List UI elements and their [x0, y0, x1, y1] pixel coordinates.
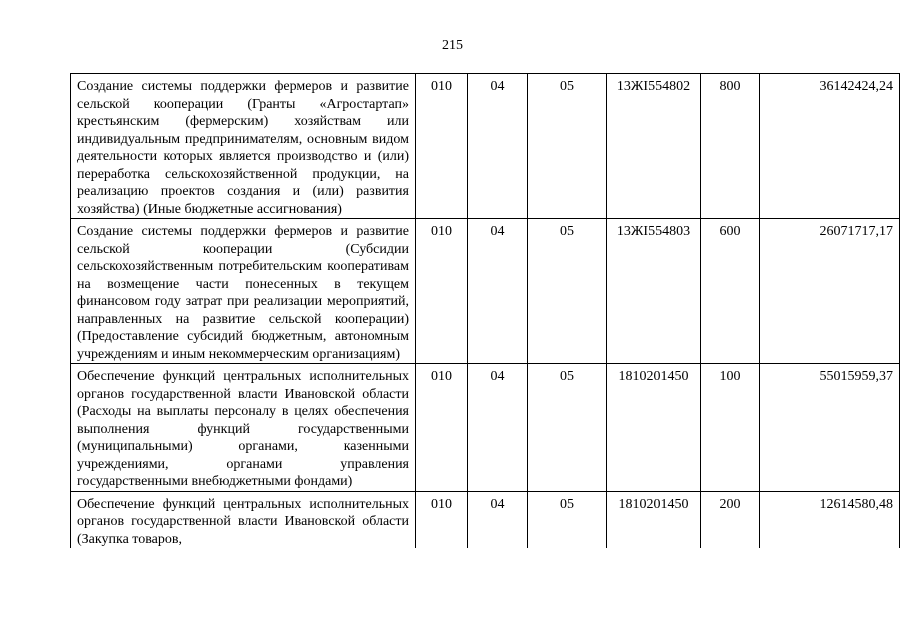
row-target-article: 1810201450 [607, 491, 701, 548]
budget-table [70, 73, 900, 548]
row-amount: 26071717,17 [760, 219, 900, 364]
row-ministry-code: 010 [416, 364, 468, 492]
row-target-article: 1810201450 [607, 364, 701, 492]
row-subsection-code: 05 [528, 491, 607, 548]
row-description: Обеспечение функций центральных исполнительных органов государственной власти Ивановской области (Расходы на выплаты персоналу в целях обеспечения выполнения функций государственными (муниципальными) органами, казенными учреждениями, органами управления государственными внебюджетными фондами) [71, 364, 416, 492]
table-row [71, 364, 900, 492]
row-amount: 12614580,48 [760, 491, 900, 548]
table-row [71, 491, 900, 548]
row-subsection-code: 05 [528, 364, 607, 492]
table-row [71, 219, 900, 364]
row-section-code: 04 [468, 219, 528, 364]
row-expense-type: 100 [701, 364, 760, 492]
row-description: Обеспечение функций центральных исполнительных органов государственной власти Ивановской области (Закупка товаров, [71, 491, 416, 548]
row-section-code: 04 [468, 491, 528, 548]
row-target-article: 13ЖI554803 [607, 219, 701, 364]
row-amount: 55015959,37 [760, 364, 900, 492]
row-expense-type: 600 [701, 219, 760, 364]
row-section-code: 04 [468, 74, 528, 219]
row-description: Создание системы поддержки фермеров и развитие сельской кооперации (Субсидии сельскохозяйственным потребительским кооперативам на возмещение части понесенных в текущем финансовом году затрат при реализации мероприятий, направленных на развитие сельской кооперации) (Предоставление субсидий бюджетным, автономным учреждениям и иным некоммерческим организациям) [71, 219, 416, 364]
row-ministry-code: 010 [416, 491, 468, 548]
row-target-article: 13ЖI554802 [607, 74, 701, 219]
row-ministry-code: 010 [416, 74, 468, 219]
row-ministry-code: 010 [416, 219, 468, 364]
row-subsection-code: 05 [528, 219, 607, 364]
row-expense-type: 200 [701, 491, 760, 548]
row-section-code: 04 [468, 364, 528, 492]
row-amount: 36142424,24 [760, 74, 900, 219]
row-description: Создание системы поддержки фермеров и развитие сельской кооперации (Гранты «Агростартап» крестьянским (фермерским) хозяйствам или индивидуальным предпринимателям, основным видом деятельности которых является производство и (или) переработка сельскохозяйственной продукции, на реализацию проектов создания и (или) развития хозяйства) (Иные бюджетные ассигнования) [71, 74, 416, 219]
page-number: 215 [442, 38, 463, 53]
row-subsection-code: 05 [528, 74, 607, 219]
table-row [71, 74, 900, 219]
row-expense-type: 800 [701, 74, 760, 219]
